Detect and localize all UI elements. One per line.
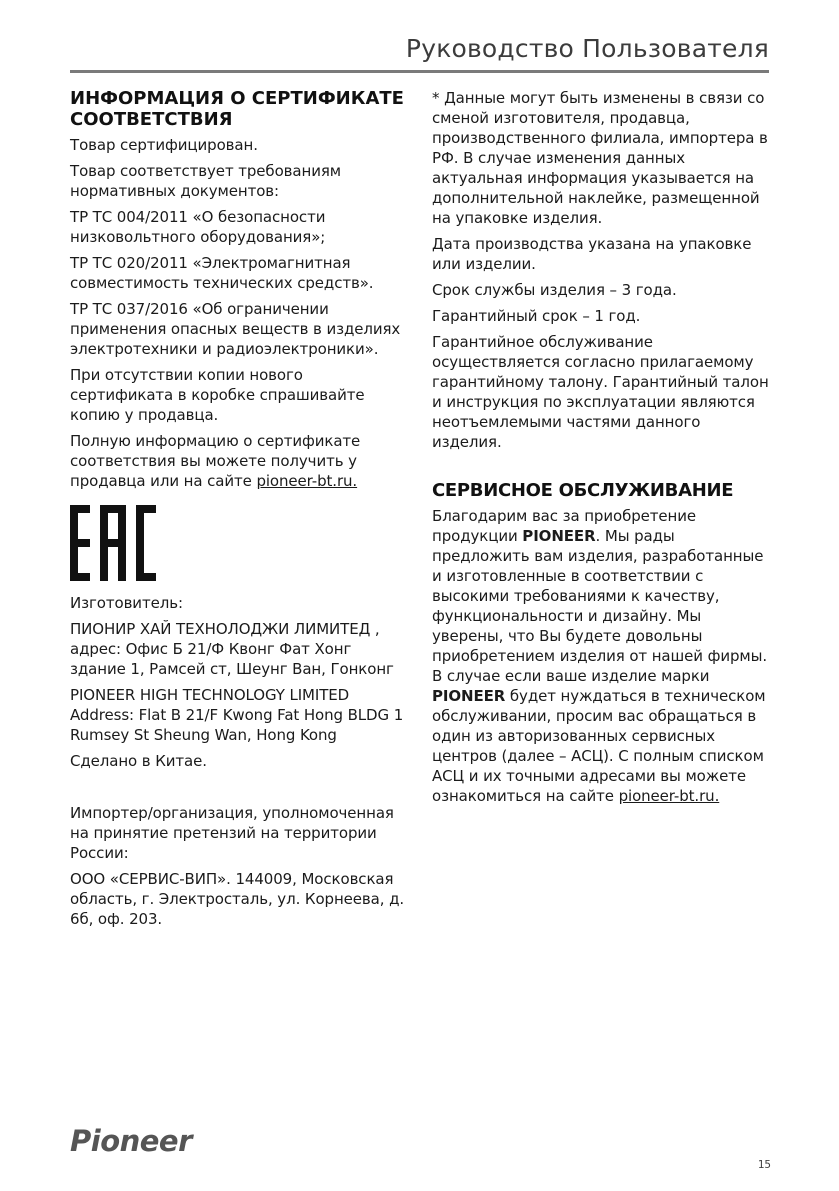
brand-name: PIONEER [432,687,506,705]
requirements-text: Товар соответствует требованиям нормативных документов: [70,162,341,200]
page-header-title: Руководство Пользователя [405,34,769,63]
service-text-part-2: . Мы рады предложить вам изделия, разработанные и изготовленные в соответствии с высокими требованиями к качеству, [432,527,764,605]
pioneer-logo: Pioneer [70,1124,192,1158]
certificate-copy-text: При отсутствии копии нового сертификата в коробке спрашивайте копию у продавца. [70,366,365,424]
service-paragraph-1 [432,506,772,606]
header-divider [70,70,769,73]
certificate-info-body: Полную информацию о сертификате соответствия вы можете получить у продавца или на сайте [70,432,361,490]
page-number: 15 [757,1158,771,1171]
right-column [432,88,772,812]
eac-mark-icon [70,505,156,581]
service-paragraph-2 [432,606,772,806]
service-text-part-1: Благодарим вас за приобретение продукции [432,507,697,545]
section-gap [432,458,772,480]
production-date-text: Дата производства указана на упаковке или изделии. [432,235,752,273]
service-text-part-3: функциональности и дизайну. Мы уверены, что Вы будете довольны приобретением изделия от нашей фирмы. В случае если ваше изделие марки [432,607,768,685]
certificate-info-text [70,431,410,491]
data-change-note: * Данные могут быть изменены в связи со сменой изготовителя, продавца, производственного филиала, импортера в РФ. В случае изменения данных актуальная информация указывается на дополнительной наклейке, размещенной на упаковке изделия. [432,89,768,227]
certified-text: Товар сертифицирован. [70,136,258,154]
warranty-period-text: Гарантийный срок – 1 год. [432,307,641,325]
tr-ts-037: ТР ТС 037/2016 «Об ограничении применения опасных веществ в изделиях электротехники и радиоэлектроники». [70,300,401,358]
service-life-text: Срок службы изделия – 3 года. [432,281,677,299]
left-column [70,88,410,935]
service-heading: СЕРВИСНОЕ ОБСЛУЖИВАНИЕ [432,480,734,501]
made-in-text: Сделано в Китае. [70,752,207,770]
certificate-heading: ИНФОРМАЦИЯ О СЕРТИФИКАТЕ СООТВЕТСТВИЯ [70,88,404,130]
tr-ts-004: ТР ТС 004/2011 «О безопасности низковольтного оборудования»; [70,208,326,246]
warranty-service-text: Гарантийное обслуживание осуществляется согласно прилагаемому гарантийному талону. Гарантийный талон и инструкция по эксплуатации являются неотъемлемыми частями данного изделия. [432,333,769,451]
tr-ts-020: ТР ТС 020/2011 «Электромагнитная совместимость технических средств». [70,254,374,292]
manufacturer-ru: ПИОНИР ХАЙ ТЕХНОЛОДЖИ ЛИМИТЕД , адрес: Офис Б 21/Ф Квонг Фат Хонг здание 1, Рамсей ст, Шеунг Ван, Гонконг [70,620,394,678]
manufacturer-en: PIONEER HIGH TECHNOLOGY LIMITED Address: Flat B 21/F Kwong Fat Hong BLDG 1 Rumsey St Sheung Wan, Hong Kong [70,686,404,744]
importer-value: ООО «СЕРВИС-ВИП». 144009, Московская область, г. Электросталь, ул. Корнеева, д. 6б, оф. 203. [70,870,405,928]
service-website-link[interactable]: pioneer-bt.ru. [618,787,720,805]
service-text-part-4: будет нуждаться в техническом обслуживании, просим вас обращаться в один из авторизованных сервисных центров (далее – АСЦ). С полным списком АСЦ и их точными адресами вы можете ознакомиться на сайте [432,687,766,805]
website-link[interactable]: pioneer-bt.ru. [256,472,358,490]
brand-name: PIONEER [522,527,596,545]
manufacturer-label: Изготовитель: [70,594,183,612]
spacer [70,777,410,803]
importer-label: Импортер/организация, уполномоченная на принятие претензий на территории России: [70,804,394,862]
